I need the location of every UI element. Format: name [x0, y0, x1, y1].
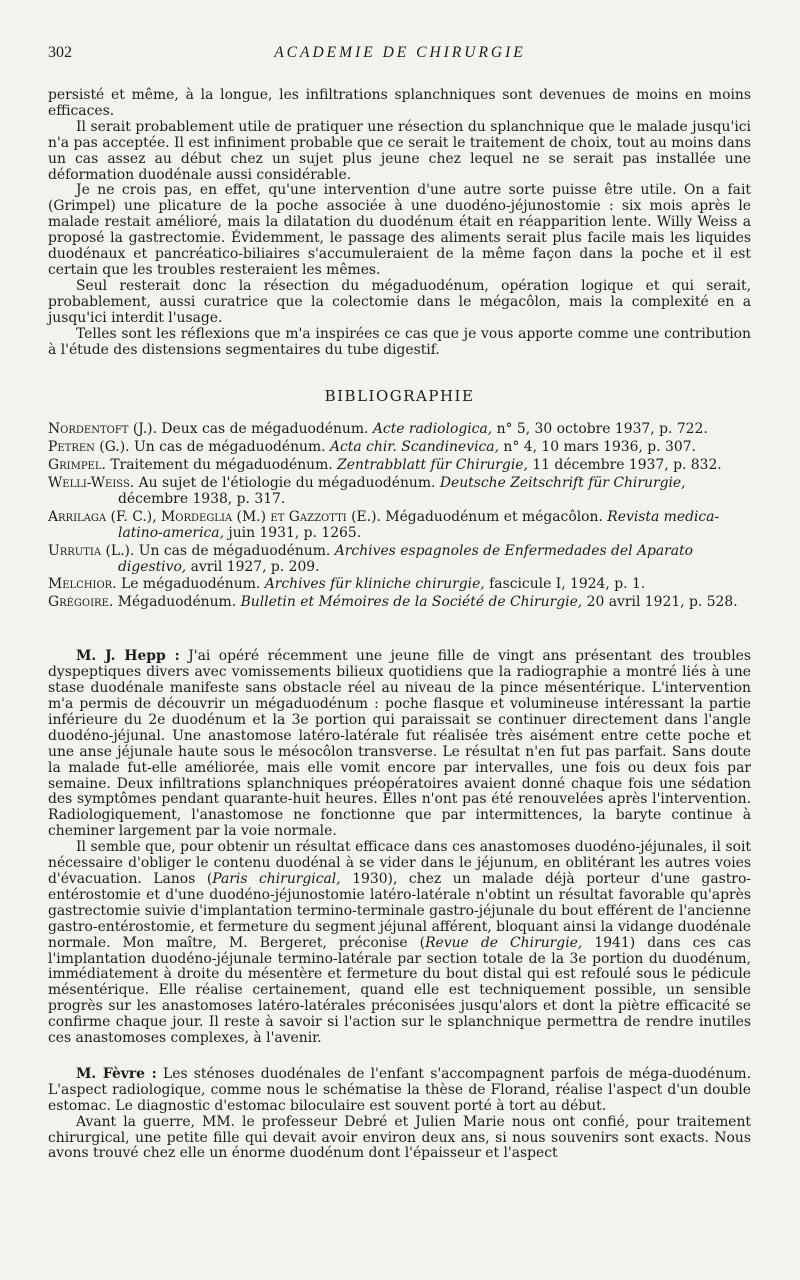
page-number: 302 — [48, 44, 72, 61]
bibliography-entry: Petren (G.). Un cas de mégaduodénum. Acta chir. Scandinevica, n° 4, 10 mars 1936, p. 307. — [48, 439, 696, 456]
bibliography-entry: Nordentoft (J.). Deux cas de mégaduodénum. Acte radiologica, n° 5, 30 octobre 1937, p. 722. — [48, 421, 708, 438]
page-header — [48, 44, 752, 66]
bibliography-list — [48, 422, 751, 611]
running-title: ACADEMIE DE CHIRURGIE — [274, 44, 526, 61]
intro-paragraph-2: Il serait probablement utile de pratiquer une résection du splanchnique que le malade jusqu'ici n'a pas acceptée. Il est infiniment probable que ce serait le traitement de choix, tout au moins dans un cas assez au début chez un sujet plus jeune chez lequel ne se serait pas installée une déformation duodénale aussi considérable. — [48, 118, 751, 183]
intro-paragraph-3: Je ne crois pas, en effet, qu'une intervention d'une autre sorte puisse être utile. On a fait (Grimpel) une plicature de la poche associée à une duodéno-jéjunostomie : six mois après le malade restait amélioré, mais la dilatation du duodénum était en réapparition lente. Willy Weiss a proposé la gastrectomie. Évidemment, le passage des aliments serait plus facile mais les liquides duodénaux et pancréatico-biliaires s'accumuleraient de la même façon dans la poche et il est certain que les troubles resteraient les mêmes. — [48, 182, 751, 278]
hepp-paragraph-1: M. J. Hepp : J'ai opéré récemment une jeune fille de vingt ans présentant des troubles dyspeptiques divers avec vomissements bilieux quotidiens que la radiographie a montré liés à une stase duodénale manifeste sans obstacle réel au niveau de la pince mésentérique. L'intervention m'a permis de découvrir un mégaduodénum : poche flasque et volumineuse intéressant la partie inférieure du 2e duodénum et la 3e portion qui paraissait se continuer directement dans l'angle duodéno-jéjunal. Une anastomose latéro-latérale fut réalisée très aisément entre cette poche et une anse jéjunale haute sous le mésocôlon transverse. Le résultat n'en fut pas parfait. Sans doute la malade fut-elle améliorée, mais elle vomit encore par intervalles, une fois ou deux fois par semaine. Deux infiltrations splanchniques préopératoires avaient donné chaque fois une sédation des symptômes pendant quarante-huit heures. Elles n'ont pas été renouvelées après l'intervention. Radiologiquement, l'anastomose ne fonctionne que par intermittences, la baryte continue à cheminer largement par la voie normale. — [48, 648, 751, 840]
hepp-paragraph-2: Il semble que, pour obtenir un résultat efficace dans ces anastomoses duodéno-jéjunales, il soit nécessaire d'obliger le contenu duodénal à se vider dans le jéjunum, en oblitérant les autres voies d'évacuation. Lanos (Paris chirurgical, 1930), chez un malade déjà porteur d'une gastro-entérostomie et d'une duodéno-jéjunostomie latéro-latérale n'obtint un résultat favorable qu'après gastrectomie suivie d'implantation termino-terminale gastro-jéjunale du bout efférent de l'ancienne gastro-entérostomie, et fermeture du segment jéjunal afférent, bloquant ainsi la vidange duodénale normale. Mon maître, M. Bergeret, préconise (Revue de Chirurgie, 1941) dans ces cas l'implantation duodéno-jéjunale termino-latérale par section totale de la 3e portion du duodénum, immédiatement à droite du mésentère et fermeture du bout distal qui est refoulé sous le pédicule mésentérique. Elle réalise certainement, quand elle est techniquement possible, un sensible progrès sur les anastomoses latéro-latérales préconisées jusqu'alors et dont la piètre efficacité se confirme chaque jour. Il reste à savoir si l'action sur le splanchnique permettra de rendre inutiles ces anastomoses complexes, à l'avenir. — [48, 839, 752, 1047]
section-gap — [48, 1047, 751, 1067]
page-body — [48, 88, 751, 1162]
intro-paragraph-5: Telles sont les réflexions que m'a inspirées ce cas que je vous apporte comme une contribution à l'étude des distensions segmentaires du tube digestif. — [48, 325, 751, 358]
intro-paragraph-1: persisté et même, à la longue, les infiltrations splanchniques sont devenues de moins en moins efficaces. — [48, 87, 751, 119]
speaker-fevre: M. Fèvre : — [76, 1065, 157, 1082]
bibliography-entry: Grimpel. Traitement du mégaduodénum. Zentrabblatt für Chirurgie, 11 décembre 1937, p. 832. — [48, 457, 722, 474]
bibliography-heading: BIBLIOGRAPHIE — [324, 387, 475, 406]
intro-paragraph-4: Seul resterait donc la résection du mégaduodénum, opération logique et qui serait, probablement, aussi curatrice que la colectomie dans le mégacôlon, mais la complexité en a jusqu'ici interdit l'usage. — [48, 277, 751, 326]
bibliography-entry: Grégoire. Mégaduodénum. Bulletin et Mémoires de la Société de Chirurgie, 20 avril 1921, p. 528. — [48, 594, 738, 611]
bibliography-entry: Welli-Weiss. Au sujet de l'étiologie du mégaduodénum. Deutsche Zeitschrift für Chirurgie, décembre 1938, p. 317. — [48, 475, 686, 507]
speaker-hepp: M. J. Hepp : — [76, 648, 180, 665]
fevre-paragraph-1: M. Fèvre : Les sténoses duodénales de l'enfant s'accompagnent parfois de méga-duodénum. L'aspect radiologique, comme nous le schématise la thèse de Florand, réalise l'aspect d'un double estomac. Le diagnostic d'estomac biloculaire est souvent porté à tort au début. — [48, 1065, 751, 1114]
bibliography-entry: Melchior. Le mégaduodénum. Archives für kliniche chirurgie, fascicule I, 1924, p. 1. — [48, 576, 646, 593]
fevre-paragraph-2: Avant la guerre, MM. le professeur Debré et Julien Marie nous ont confié, pour traitement chirurgical, une petite fille qui devait avoir environ deux ans, si nous souvenirs sont exacts. Nous avons trouvé chez elle un énorme duodénum dont l'épaisseur et l'aspect — [48, 1113, 751, 1162]
bibliography-entry: Arrilaga (F. C.), Mordeglia (M.) et Gazzotti (E.). Mégaduodénum et mégacôlon. Revista medica-latino-america, juin 1931, p. 1265. — [48, 508, 720, 541]
bibliography-entry: Urrutia (L.). Un cas de mégaduodénum. Archives espagnoles de Enfermedades del Aparato digestivo, avril 1927, p. 209. — [48, 542, 694, 575]
